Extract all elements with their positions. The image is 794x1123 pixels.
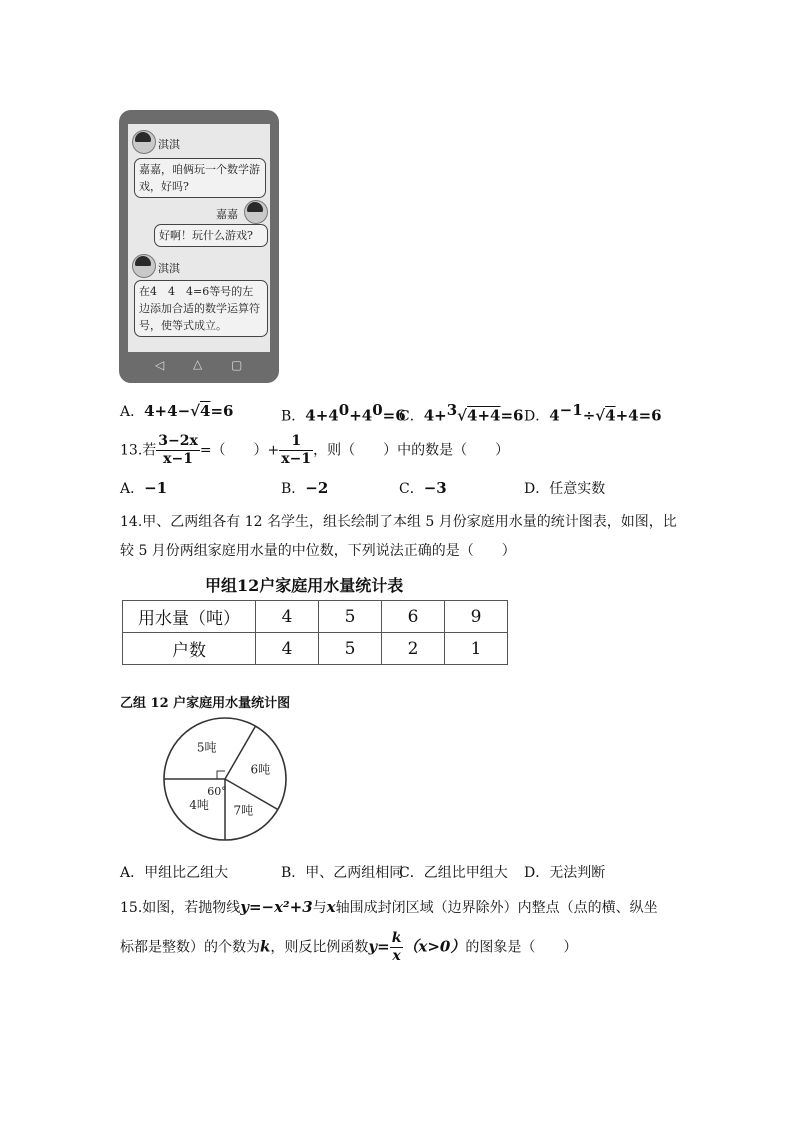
pie-chart [160, 714, 290, 844]
q14-stem-line2: 较 5 月份两组家庭用水量的中位数，下列说法正确的是（ ） [120, 543, 516, 559]
q13-option-c: C．−3 [399, 479, 447, 497]
q15-stem-line1: 15.如图，若抛物线y=−x²+3与x轴围成封闭区域（边界除外）内整点（点的横、纵坐 [120, 898, 658, 916]
table-cell: 6 [382, 601, 445, 633]
q14-stem-line1: 14.甲、乙两组各有 12 名学生，组长绘制了本组 5 月份家庭用水量的统计图表，如图，比 [120, 514, 677, 530]
chat-bubble: 嘉嘉，咱俩玩一个数学游戏，好吗? [134, 158, 266, 198]
q13-stem: 13.若 $\frac{3-2x}{x-1}$ =（ ）+ $\frac{1}{x-1}$ ，则（ ）中的数是（ ） [120, 433, 510, 467]
table-cell: 户数 [123, 633, 256, 665]
home-icon: △ [193, 357, 203, 371]
pie-slice-label: 5吨 [196, 740, 217, 755]
q13-option-b: B．−2 [281, 479, 329, 497]
table-title: 甲组12户家庭用水量统计表 [205, 576, 404, 595]
right-angle-mark [217, 771, 225, 779]
q14-option-a: A．甲组比乙组大 [120, 865, 229, 881]
avatar-jiajia [244, 200, 268, 224]
table-cell: 1 [445, 633, 508, 665]
q12-option-c: C．4+$^3$√4+4=6 [399, 401, 524, 425]
speaker-name: 淇淇 [158, 262, 180, 275]
q15-stem-line2: 标都是整数）的个数为k，则反比例函数y= $\frac{k}{x}$ （x>0）的图象是（ ） [120, 930, 578, 964]
q12-option-a: A．4+4−√4=6 [120, 402, 234, 420]
q12-option-b: B．$4+4^0+4^0=6$ [281, 401, 406, 425]
table-cell: 4 [256, 601, 319, 633]
chat-bubble: 在4 4 4=6等号的左边添加合适的数学运算符号，使等式成立。 [134, 280, 268, 337]
phone-illustration [119, 110, 279, 383]
pie-title: 乙组 12 户家庭用水量统计图 [120, 696, 291, 711]
phone-screen [128, 124, 270, 352]
table-row [123, 633, 508, 665]
table-cell: 用水量（吨） [123, 601, 256, 633]
avatar-qiqi [132, 254, 156, 278]
table-row [123, 601, 508, 633]
table-cell: 9 [445, 601, 508, 633]
pie-slice-label: 4吨 [189, 797, 209, 812]
speaker-name: 嘉嘉 [216, 208, 238, 221]
recent-apps-icon: ▢ [231, 358, 243, 372]
table-cell: 5 [319, 633, 382, 665]
pie-angle-annotation: 60° [207, 785, 227, 798]
pie-slice-label: 7吨 [233, 803, 254, 818]
chat-bubble: 好啊！玩什么游戏? [154, 224, 268, 247]
q13-option-d: D．任意实数 [524, 481, 606, 497]
table-cell: 2 [382, 633, 445, 665]
q14-option-b: B．甲、乙两组相同 [281, 865, 404, 881]
q13-option-a: A．−1 [120, 479, 168, 497]
pie-slice-label: 6吨 [250, 762, 271, 777]
q12-option-d: D．$4^{-1}\div√4+4=6$ [524, 401, 662, 425]
speaker-name: 淇淇 [158, 138, 180, 151]
q14-option-d: D．无法判断 [524, 865, 606, 881]
q14-option-c: C．乙组比甲组大 [399, 865, 508, 881]
avatar-qiqi [132, 130, 156, 154]
water-usage-table [122, 600, 508, 665]
table-cell: 4 [256, 633, 319, 665]
back-icon: ◁ [155, 358, 165, 372]
table-cell: 5 [319, 601, 382, 633]
